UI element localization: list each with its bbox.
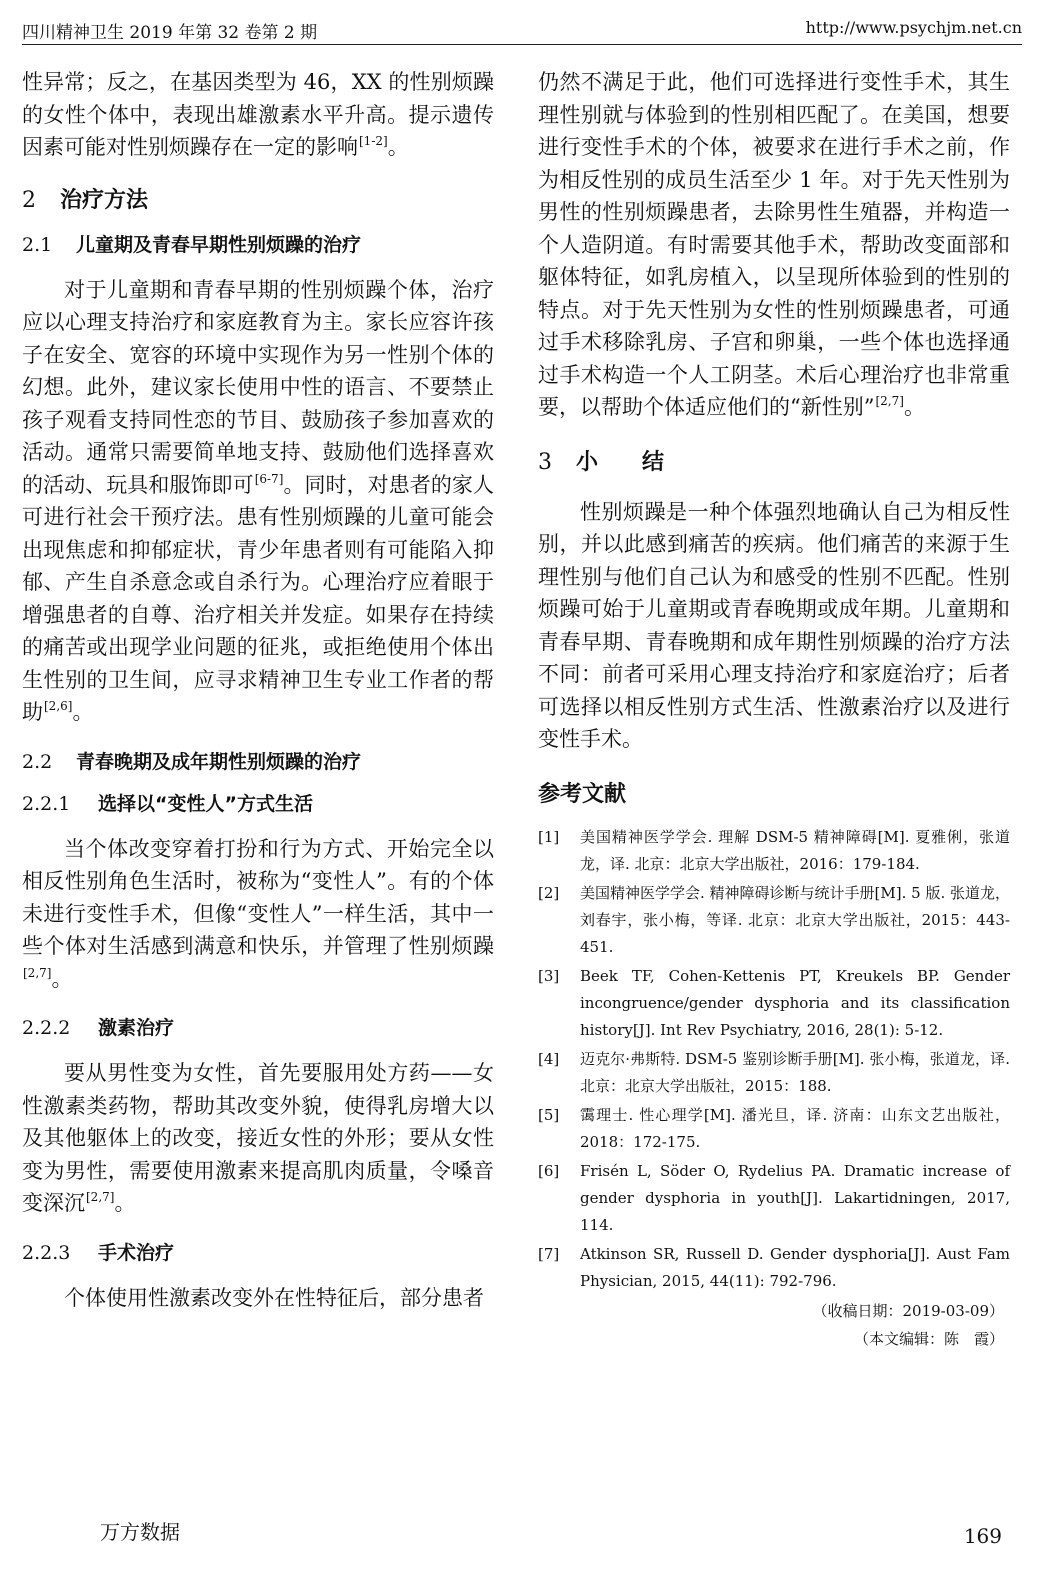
citation: [2,6]	[44, 699, 73, 713]
paragraph-2-2-1: 当个体改变穿着打扮和行为方式、开始完全以相反性别角色生活时，被称为“变性人”。有的个体未进行变性手术，但像“变性人”一样生活，其中一些个体对生活感到满意和快乐，并管理了性别烦躁[2,7]。	[22, 836, 494, 991]
citation: [2,7]	[23, 965, 52, 980]
citation: [1-2]	[359, 134, 388, 148]
subsection-heading-2-2-2: 2.2.2 激素治疗	[22, 1017, 175, 1039]
paragraph-2-1: 对于儿童期和青春早期的性别烦躁个体，治疗应以心理支持治疗和家庭教育为主。家长应容许孩子在安全、宽容的环境中实现作为另一性别个体的幻想。此外，建议家长使用中性的语言、不要禁止孩子观看支持同性恋的节目、鼓励孩子参加喜欢的活动。通常只需要简单地支持、鼓励他们选择喜欢的活动、玩具和服饰即可[6-7]。同时，对患者的家人可进行社会干预疗法。患有性别烦躁的儿童可能会出现焦虑和抑郁症状，青少年患者则有可能陷入抑郁、产生自杀意念或自杀行为。心理治疗应着眼于增强患者的自尊、治疗相关并发症。如果存在持续的痛苦或出现学业问题的征兆，或拒绝使用个体出生性别的卫生间，应寻求精神卫生专业工作者的帮助[2,6]。	[22, 277, 494, 724]
subsection-heading-2-2-1: 2.2.1 选择以“变性人”方式生活	[22, 792, 313, 815]
footer-brand: 万方数据	[100, 1520, 180, 1544]
editor-note: （本文编辑：陈 霞）	[853, 1329, 1004, 1348]
paragraph-summary: 性别烦躁是一种个体强烈地确认自己为相反性别，并以此感到痛苦的疾病。他们痛苦的来源于生理性别与他们自己认为和感受的性别不匹配。性别烦躁可始于儿童期或青春晚期或成年期。儿童期和青春早期、青春晚期和成年期性别烦躁的治疗方法不同：前者可采用心理支持治疗和家庭治疗；后者可选择以相反性别方式生活、性激素治疗以及进行变性手术。	[538, 499, 1010, 751]
reference-number: [3]	[538, 966, 560, 985]
right-column	[538, 66, 1010, 1353]
reference-item	[538, 880, 1010, 961]
reference-number: [6]	[538, 1161, 560, 1180]
paragraph-2-2-3: 个体使用性激素改变外在性特征后，部分患者	[64, 1285, 484, 1310]
reference-item	[538, 1158, 1010, 1239]
reference-item	[538, 963, 1010, 1044]
reference-item	[538, 1102, 1010, 1156]
paragraph-2-2-2: 要从男性变为女性，首先要服用处方药——女性激素类药物，帮助其改变外貌，使得乳房增大以及其他躯体上的改变，接近女性的外形；要从女性变为男性，需要使用激素来提高肌肉质量，令嗓音变深沉[2,7]。	[22, 1061, 494, 1215]
reference-text: 霭理士. 性心理学[M]. 潘光旦，译. 济南：山东文艺出版社，2018：172-175.	[580, 1105, 1010, 1151]
references-heading: 参考文献	[538, 781, 627, 807]
reference-item	[538, 1046, 1010, 1100]
section-heading-2: 2 治疗方法	[22, 187, 149, 213]
reference-number: [2]	[538, 883, 560, 902]
citation: [6-7]	[254, 471, 284, 486]
reference-text: Atkinson SR, Russell D. Gender dysphoria[J]. Aust Fam Physician, 2015, 44(11): 792-796.	[580, 1244, 1010, 1290]
reference-list	[538, 824, 1010, 1295]
journal-url: http://www.psychjm.net.cn	[805, 18, 1022, 37]
paragraph-intro-continued: 性异常；反之，在基因类型为 46，XX 的性别烦躁的女性个体中，表现出雄激素水平升高。提示遗传因素可能对性别烦躁存在一定的影响[1-2]。	[22, 70, 494, 159]
reference-item	[538, 1241, 1010, 1295]
section-heading-3: 3 小 结	[538, 449, 665, 475]
subsection-heading-2-2-3: 2.2.3 手术治疗	[22, 1241, 175, 1264]
reference-text: 美国精神医学学会. 理解 DSM-5 精神障碍[M]. 夏雅俐，张道龙，译. 北京：北京大学出版社，2016：179-184.	[580, 827, 1010, 873]
reference-number: [4]	[538, 1049, 560, 1068]
reference-number: [1]	[538, 827, 560, 846]
page-number: 169	[963, 1524, 1002, 1548]
reference-text: 迈克尔·弗斯特. DSM-5 鉴别诊断手册[M]. 张小梅，张道龙，译. 北京：北京大学出版社，2015：188.	[580, 1049, 1010, 1095]
reference-text: 美国精神医学学会. 精神障碍诊断与统计手册[M]. 5 版. 张道龙，刘春宇，张小梅，等译. 北京：北京大学出版社，2015：443-451.	[580, 883, 1010, 956]
running-header	[22, 14, 1022, 45]
citation: [2,7]	[875, 394, 904, 408]
reference-text: Beek TF, Cohen-Kettenis PT, Kreukels BP. Gender incongruence/gender dysphoria and its classification history[J]. Int Rev Psychiatry, 2016, 28(1): 5-12.	[580, 966, 1010, 1039]
reference-text: Frisén L, Söder O, Rydelius PA. Dramatic increase of gender dysphoria in youth[J]. Lakartidningen, 2017, 114.	[580, 1161, 1010, 1234]
journal-issue: 四川精神卫生 2019 年第 32 卷第 2 期	[22, 23, 318, 43]
reference-number: [5]	[538, 1105, 560, 1124]
paragraph-surgery-continued: 仍然不满足于此，他们可选择进行变性手术，其生理性别就与体验到的性别相匹配了。在美国，想要进行变性手术的个体，被要求在进行手术之前，作为相反性别的成员生活至少 1 年。对于先天性别为男性的性别烦躁患者，去除男性生殖器，并构造一个人造阴道。有时需要其他手术，帮助改变面部和躯体特征，如乳房植入，以呈现所体验到的性别的特点。对于先天性别为女性的性别烦躁患者，可通过手术移除乳房、子宫和卵巢，一些个体也选择通过手术构造一个人工阴茎。术后心理治疗也非常重要，以帮助个体适应他们的“新性别”[2,7]。	[538, 70, 1010, 419]
received-date: （收稿日期：2019-03-09）	[812, 1301, 1004, 1320]
subsection-heading-2-2: 2.2 青春晚期及成年期性别烦躁的治疗	[22, 750, 362, 773]
subsection-heading-2-1: 2.1 儿童期及青春早期性别烦躁的治疗	[22, 233, 362, 256]
reference-item	[538, 824, 1010, 878]
reference-number: [7]	[538, 1244, 560, 1263]
left-column	[22, 66, 494, 1314]
citation: [2,7]	[86, 1190, 115, 1204]
